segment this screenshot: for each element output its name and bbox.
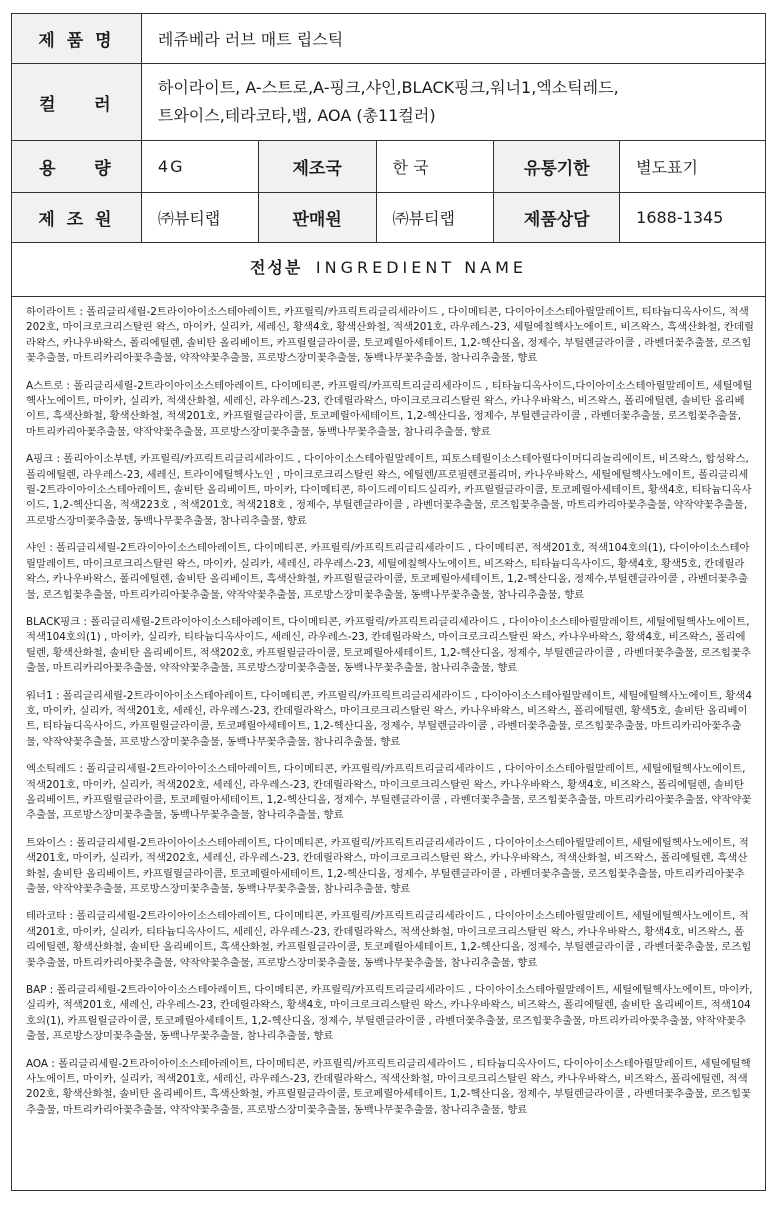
consult-label: 제품상담 bbox=[494, 193, 620, 243]
expiry-value: 별도표기 bbox=[620, 141, 766, 193]
color-value-line2: 트와이스,테라코타,뱁, AOA (총11컬러) bbox=[157, 106, 436, 125]
volume-label: 용 량 bbox=[12, 141, 142, 193]
ingredient-paragraph: 엑소틱레드 : 폴리글리세릴-2트라이아이소스테아레이트, 다이메티콘, 카프릴릭/카프릭트리글리세라이드 , 다이아이소스테아릴말레이트, 세틸에틸헥사노에이트, 적색201호, 마이카, 실리카, 적색202호, 세레신, 라우레스-23, 칸데릴라왁스, 마이크로크리스탈린 왁스, 카나우바왁스, 황색4호, 비즈왁스, 폴리에틸렌, 솔비탄 올리베이트, 카프릴릴글라이콜, 토코페릴아세테이트, 1,2-헥산디올, 정제수, 부틸렌글라이콜 , 라벤더꽃추출물, 로즈힙꽃추출물, 마트리카리아꽃추출물, 약작약꽃추출물, 프로방스장미꽃추출물, 동백나무꽃추출물, 참나리추출물, 향료 bbox=[26, 763, 752, 822]
ingredient-paragraph: A핑크 : 폴리아이소부텐, 카프릴릭/카프릭트리글리세라이드 , 다이아이소스테아릴말레이트, 피토스테릴이소스테아릴다이머디리놀리에이트, 비즈왁스, 합성왁스, 폴리에틸렌, 라우레스-23, 세레신, 트라이에틸헥사노인 , 마이크로크리스탈린 왁스, 에틸렌/프로필렌코폴리머, 카나우바왁스, 세틸에틸헥사노에이트, 폴리글리세릴-2트라이아이소스테아레이트, 솔비탄 올리베이트, 마이카, 다이메티콘, 하이드레이티드실리카, 카프릴릴글라이콜, 토코페릴아세테이트, 황색4호, 티타늄디옥사이드, 1,2-헥산디올, 적색223호 , 적색201호, 적색218호 , 정제수, 부틸렌글라이콜 , 라벤더꽃추출물, 로즈힙꽃추출물, 마트리카리아꽃추출물, 약작약꽃추출물, 프로방스장미꽃추출물, 동백나무꽃추출물, 참나리추출물, 향료 bbox=[26, 453, 752, 527]
ingredients-heading bbox=[11, 240, 766, 297]
ingredient-paragraph: AOA : 폴리글리세릴-2트라이아이소스테아레이트, 다이메티콘, 카프릴릭/카프릭트리글리세라이드 , 티타늄디옥사이드, 다이아이소스테아릴말레이트, 세틸에틸헥사노에이트, 마이카, 실리카, 적색201호, 세레신, 라우레스-23, 칸데릴라왁스, 적색산화철, 마이크로크리스탈린 왁스, 카나우바왁스, 비즈왁스, 폴리에틸렌, 적색202호, 황색산화철, 솔비탄 올리베이트, 흑색산화철, 카프릴릴글라이콜, 토코페릴아세테이트, 1,2-헥산디올, 정제수, 부틸렌글라이콜 , 라벤더꽃추출물, 로즈힙꽃추출물, 마트리카리아꽃추출물, 약작약꽃추출물, 프로방스장미꽃추출물, 동백나무꽃추출물, 참나리추출물, 향료 bbox=[26, 1057, 752, 1116]
maker-label: 제 조 원 bbox=[12, 193, 142, 243]
ingredients-list bbox=[26, 305, 754, 1130]
row-color bbox=[12, 64, 766, 141]
row-product-name bbox=[12, 14, 766, 64]
origin-label: 제조국 bbox=[258, 141, 376, 193]
color-value bbox=[141, 64, 765, 141]
color-value-line1: 하이라이트, A-스트로,A-핑크,샤인,BLACK핑크,워너1,엑소틱레드, bbox=[157, 78, 619, 97]
ingredient-paragraph: BLACK핑크 : 폴리글리세릴-2트라이아이소스테아레이트, 다이메티콘, 카프릴릭/카프릭트리글리세라이드 , 다이아이소스테아릴말레이트, 세틸에틸헥사노에이트, 적색104호의(1) , 마이카, 실리카, 티타늄디옥사이드, 세레신, 라우레스-23, 칸데릴라왁스, 마이크로크리스탈린 왁스, 카나우바왁스, 황색4호, 비즈왁스, 폴리에틸렌, 황색산화철, 솔비탄 올리베이트, 적색202호, 카프릴릴글라이콜, 토코페릴아세테이트, 1,2-헥산디올, 정제수, 부틸렌글라이콜 , 라벤더꽃추출물, 로즈힙꽃추출물, 마트리카리아꽃추출물, 약작약꽃추출물, 프로방스장미꽃추출물, 동백나무꽃추출물, 참나리추출물, 향료 bbox=[26, 615, 752, 675]
maker-value: ㈜뷰티랩 bbox=[141, 193, 258, 243]
origin-value: 한 국 bbox=[376, 141, 494, 193]
ingredient-paragraph: 워너1 : 폴리글리세릴-2트라이아이소스테아레이트, 다이메티콘, 카프릴릭/카프릭트리글리세라이드 , 다이아이소스테아릴말레이트, 세틸에틸헥사노에이트, 황색4호, 마이카, 실리카, 적색201호, 세레신, 라우레스-23, 칸데릴라왁스, 마이크로크리스탈린 왁스, 카나우바왁스, 비즈왁스, 폴리에틸렌, 황색5호, 솔비탄 올리베이트, 티타늄디옥사이드, 카프릴릴글라이콜, 토코페릴아세테이트, 1,2-헥산디올, 정제수, 부틸렌글라이콜 , 라벤더꽃추출물, 로즈힙꽃추출물, 마트리카리아꽃추출물, 약작약꽃추출물, 프로방스장미꽃추출물, 동백나무꽃추출물, 참나리추출물, 향료 bbox=[26, 689, 752, 748]
ingredients-heading-en: INGREDIENT NAME bbox=[315, 258, 528, 277]
product-info-table bbox=[11, 13, 766, 243]
seller-value: ㈜뷰티랩 bbox=[376, 193, 494, 243]
product-name-value: 레쥬베라 러브 매트 립스틱 bbox=[141, 14, 765, 64]
ingredient-paragraph: BAP : 폴리글리세릴-2트라이아이소스테아레이트, 다이메티콘, 카프릴릭/카프릭트리글리세라이드 , 다이아이소스테아릴말레이트, 세틸에틸헥사노에이트, 마이카, 실리카, 적색201호, 세레신, 라우레스-23, 칸데릴라왁스, 황색4호, 마이크로크리스탈린 왁스, 카나우바왁스, 비즈왁스, 폴리에틸렌, 솔비탄 올리베이트, 적색104호의(1), 카프릴릴글라이콜, 토코페릴아세테이트, 1,2-헥산디올, 정제수, 부틸렌글라이콜 , 라벤더꽃추출물, 로즈힙꽃추출물, 마트리카리아꽃추출물, 약작약꽃추출물, 프로방스장미꽃추출물, 동백나무꽃추출물, 참나리추출물, 향료 bbox=[26, 984, 753, 1043]
product-name-label: 제 품 명 bbox=[12, 14, 142, 64]
color-label: 컬 러 bbox=[12, 64, 142, 141]
row-maker bbox=[12, 193, 766, 243]
volume-value: 4G bbox=[141, 141, 258, 193]
row-volume bbox=[12, 141, 766, 193]
consult-value: 1688-1345 bbox=[620, 193, 766, 243]
ingredient-paragraph: 테라코타 : 폴리글리세릴-2트라이아이소스테아레이트, 다이메티콘, 카프릴릭/카프릭트리글리세라이드 , 다이아이소스테아릴말레이트, 세틸에틸헥사노에이트, 적색201호, 마이카, 실리카, 티타늄디옥사이드, 세레신, 라우레스-23, 칸데릴라왁스, 적색산화철, 마이크로크리스탈린 왁스, 카나우바왁스, 황색4호, 비즈왁스, 폴리에틸렌, 황색산화철, 솔비탄 올리베이트, 흑색산화철, 카프릴릴글라이콜, 토코페릴아세테이트, 1,2-헥산디올, 정제수, 부틸렌글라이콜 , 라벤더꽃추출물, 로즈힙꽃추출물, 마트리카리아꽃추출물, 약작약꽃추출물, 프로방스장미꽃추출물, 동백나무꽃추출물, 참나리추출물, 향료 bbox=[26, 910, 752, 969]
ingredient-paragraph: A스트로 : 폴리글리세릴-2트라이아이소스테아레이트, 다이메티콘, 카프릴릭/카프릭트리글리세라이드 , 티타늄디옥사이드,다이아이소스테아릴말레이트, 세틸에틸헥사노에이트, 마이카, 실리카, 적색산화철, 세레신, 라우레스-23, 칸데릴라왁스, 마이크로크리스탈린 왁스, 카나우바왁스, 비즈왁스, 폴리에틸렌, 솔비탄 올리베이트, 흑색산화철, 황색산화철, 적색201호, 카프릴릴글라이콜, 토코페릴아세테이트, 1,2-헥산디올, 정제수, 부틸렌글라이콜 , 라벤더꽃추출물, 로즈힙꽃추출물, 마트리카리아꽃추출물, 약작약꽃추출물, 프로방스장미꽃추출물, 동백나무꽃추출물, 참나리추출물, 향료 bbox=[26, 379, 753, 438]
seller-label: 판매원 bbox=[258, 193, 376, 243]
ingredient-paragraph: 하이라이트 : 폴리글리세릴-2트라이아이소스테아레이트, 카프릴릭/카프릭트리글리세라이드 , 다이메티콘, 다이아이소스테아릴말레이트, 티타늄디옥사이드, 적색202호, 마이크로크리스탈린 왁스, 마이카, 실리카, 세레신, 황색4호, 황색산화철, 적색201호, 라우레스-23, 세틸에칠헥사노에이트, 비즈왁스, 흑색산화철, 칸데릴라왁스, 카나우바왁스, 폴리에틸렌, 솔비탄 올리베이트, 카프릴릴글라이콜, 토코페릴아세테이트, 1,2-헥산디올, 정제수, 부틸렌글라이콜 , 라벤더꽃추출물, 로즈힙꽃추출물, 마트리카리아꽃추출물, 약작약꽃추출물, 프로방스장미꽃추출물, 동백나무꽃추출물, 참나리추출물, 향료 bbox=[26, 306, 754, 365]
ingredients-heading-ko: 전성분 bbox=[249, 258, 303, 277]
expiry-label: 유통기한 bbox=[494, 141, 620, 193]
ingredient-paragraph: 샤인 : 폴리글리세릴-2트라이아이소스테아레이트, 다이메티콘, 카프릴릭/카프릭트리글리세라이드 , 다이메티콘, 적색201호, 적색104호의(1), 다이아이소스테아릴말레이트, 마이크로크리스탈린 왁스, 마이카, 실리카, 세레신, 라우레스-23, 세틸에칠헥사노에이트, 비즈왁스, 티타늄디옥사이드, 황색4호, 황색5호, 칸데릴라왁스, 카나우바왁스, 폴리에틸렌, 솔비탄 올리베이트, 흑색산화철, 카프릴릴글라이콜, 토코페릴아세테이트, 1,2-헥산디올, 정제수,부틸렌글라이콜 , 라벤더꽃추출물, 로즈힙꽃추출물, 마트리카리아꽃추출물, 약작약꽃추출물, 프로방스장미꽃추출물, 동백나무꽃추출물, 참나리추출물, 향료 bbox=[26, 542, 750, 601]
ingredient-paragraph: 트와이스 : 폴리글리세릴-2트라이아이소스테아레이트, 다이메티콘, 카프릴릭/카프릭트리글리세라이드 , 다이아이소스테아릴말레이트, 세틸에틸헥사노에이트, 적색201호, 마이카, 실리카, 적색202호, 세레신, 라우레스-23, 칸데릴라왁스, 마이크로크리스탈린 왁스, 카나우바왁스, 적색산화철, 비즈왁스, 폴리에틸렌, 흑색산화철, 솔비탄 올리베이트, 카프릴릴글라이콜, 토코페릴아세테이트, 1,2-헥산디올, 정제수, 부틸렌글라이콜 , 라벤더꽃추출물, 로즈힙꽃추출물, 마트리카리아꽃추출물, 약작약꽃추출물, 프로방스장미꽃추출물, 동백나무꽃추출물, 참나리추출물, 향료 bbox=[26, 836, 749, 895]
